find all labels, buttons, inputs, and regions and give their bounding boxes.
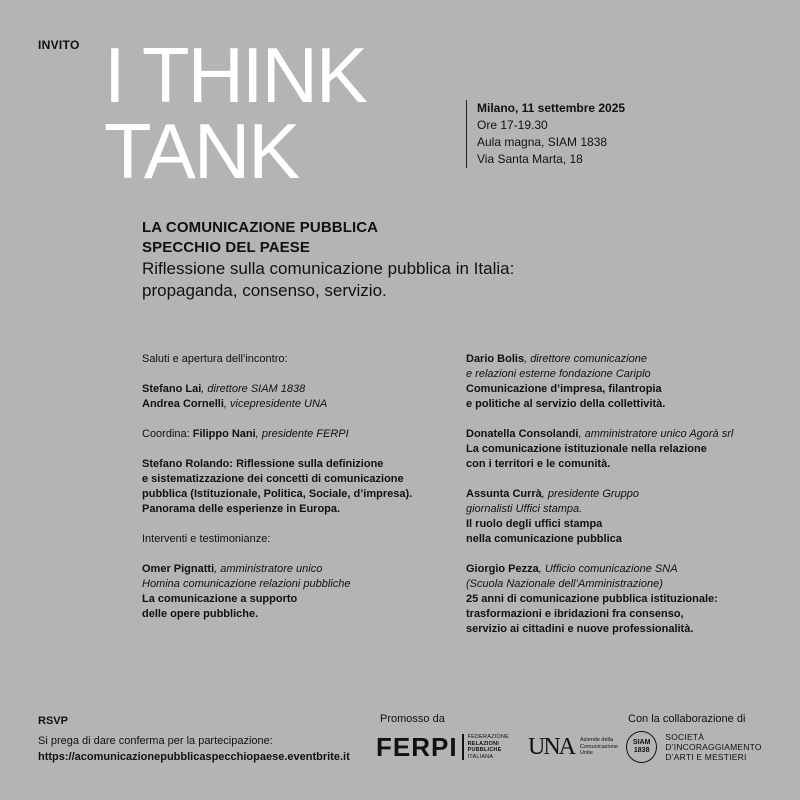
rsvp-link[interactable]: https://acomunicazionepubblicaspecchiopaese.eventbrite.it: [38, 751, 350, 763]
speaker-role: , Ufficio comunicazione SNA: [538, 563, 678, 575]
speaker-name: Omer Pignatti: [142, 563, 215, 575]
talk-line: 25 anni di comunicazione pubblica istituzionale:: [466, 593, 718, 605]
siam-badge-icon: [626, 731, 657, 763]
speaker-role: , presidente Gruppo: [541, 488, 640, 500]
talk-line: e sistematizzazione dei concetti di comunicazione: [142, 473, 404, 485]
rsvp-title: RSVP: [38, 715, 68, 727]
headline-sub1: Riflessione sulla comunicazione pubblica in Italia:: [142, 259, 515, 278]
talk-line: Panorama delle esperienze in Europa.: [142, 503, 341, 515]
curra-block: [466, 487, 786, 547]
program-right-column: [466, 352, 786, 652]
speaker-name: Filippo Nani: [192, 428, 256, 440]
speakers-opening: [142, 382, 452, 412]
ferpi-subtitle: [468, 734, 509, 760]
rsvp-text: Si prega di dare conferma per la partecipazione:: [38, 735, 273, 747]
opening-label: Saluti e apertura dell’incontro:: [142, 353, 288, 365]
talk-line: La comunicazione istituzionale nella relazione: [466, 443, 707, 455]
i-think-tank-title: [100, 26, 460, 186]
interventi-label: Interventi e testimonianze:: [142, 533, 271, 545]
talk-line: trasformazioni e ibridazioni fra consenso,: [466, 608, 684, 620]
event-time: Ore 17-19.30: [477, 118, 548, 132]
title-graphic: [100, 26, 460, 186]
talk-line: Il ruolo degli uffici stampa: [466, 518, 603, 530]
talk-line: pubblica (Istituzionale, Politica, Sociale, d’impresa).: [142, 488, 413, 500]
una-sub-line: Comunicazione: [580, 743, 618, 750]
pignatti-block: [142, 562, 452, 622]
ferpi-sub-line: ITALIANA: [467, 753, 494, 760]
talk-line: La comunicazione a supporto: [142, 593, 298, 605]
rolando-talk: [142, 457, 452, 517]
una-wordmark: UNA: [528, 734, 574, 760]
talk-line: Comunicazione d’impresa, filantropia: [466, 383, 662, 395]
speaker-name: Giorgio Pezza: [466, 563, 539, 575]
siam-sub-line: SOCIETÀ D’INCORAGGIAMENTO: [665, 732, 762, 752]
speaker-role: , vicepresidente UNA: [223, 398, 328, 410]
speaker-role: e relazioni esterne fondazione Cariplo: [466, 368, 651, 380]
una-subtitle: [580, 737, 618, 757]
collab-label: Con la collaborazione di: [628, 713, 746, 725]
coord-label: Coordina:: [142, 428, 193, 440]
consolandi-block: [466, 427, 786, 472]
siam-subtitle: [665, 732, 800, 762]
title-line2: TANK: [104, 107, 299, 186]
una-logo: [528, 734, 618, 760]
coordinator: [142, 427, 452, 442]
rsvp-section: [38, 713, 350, 765]
ferpi-logo: [376, 732, 509, 762]
speaker-name: Andrea Cornelli: [142, 398, 224, 410]
promosso-label: Promosso da: [380, 713, 445, 725]
pezza-block: [466, 562, 786, 637]
ferpi-sub-line: RELAZIONI: [467, 740, 500, 747]
speaker-role: , amministratore unico Agorà srl: [578, 428, 734, 440]
event-place: Aula magna, SIAM 1838: [477, 135, 608, 149]
ferpi-wordmark: FERPI: [376, 732, 458, 762]
event-address: Via Santa Marta, 18: [477, 152, 583, 166]
talk-line: servizio ai cittadini e nuove professionalità.: [466, 623, 694, 635]
talk-line: Stefano Rolando: Riflessione sulla definizione: [142, 458, 384, 470]
headline-line1: LA COMUNICAZIONE PUBBLICA: [142, 219, 379, 236]
siam-sub-line: D’ARTI E MESTIERI: [665, 752, 747, 762]
speaker-role: (Scuola Nazionale dell’Amministrazione): [466, 578, 663, 590]
ferpi-divider: [462, 734, 464, 760]
speaker-role: , amministratore unico: [214, 563, 323, 575]
speaker-role: , direttore SIAM 1838: [201, 383, 306, 395]
headline-line2: SPECCHIO DEL PAESE: [142, 239, 310, 256]
una-sub-line: Aziende della: [580, 737, 614, 744]
program-left-column: [142, 352, 452, 637]
talk-line: e politiche al servizio della collettività.: [466, 398, 666, 410]
speaker-name: Donatella Consolandi: [466, 428, 579, 440]
siam-badge-year: 1838: [633, 747, 650, 754]
headline: [142, 218, 622, 302]
speaker-name: Assunta Currà: [466, 488, 542, 500]
bolis-block: [466, 352, 786, 412]
event-info: [466, 100, 625, 168]
headline-sub2: propaganda, consenso, servizio.: [142, 281, 387, 300]
title-line1: I THINK: [104, 31, 366, 119]
event-date: Milano, 11 settembre 2025: [477, 101, 626, 115]
ferpi-sub-line: PUBBLICHE: [467, 747, 502, 753]
speaker-name: Stefano Lai: [142, 383, 202, 395]
speaker-role: giornalisti Uffici stampa.: [466, 503, 583, 515]
talk-line: nella comunicazione pubblica: [466, 533, 622, 545]
invito-label: INVITO: [38, 38, 80, 52]
talk-line: con i territori e le comunità.: [466, 458, 611, 470]
speaker-role: Homina comunicazione relazioni pubbliche: [142, 578, 351, 590]
una-sub-line: Unite: [580, 750, 593, 757]
siam-logo: [626, 731, 800, 763]
ferpi-sub-line: FEDERAZIONE: [467, 734, 509, 740]
talk-line: delle opere pubbliche.: [142, 608, 259, 620]
speaker-role: , direttore comunicazione: [524, 353, 647, 365]
siam-badge-text: SIAM: [632, 739, 651, 746]
speaker-name: Dario Bolis: [466, 353, 525, 365]
speaker-role: , presidente FERPI: [255, 428, 349, 440]
